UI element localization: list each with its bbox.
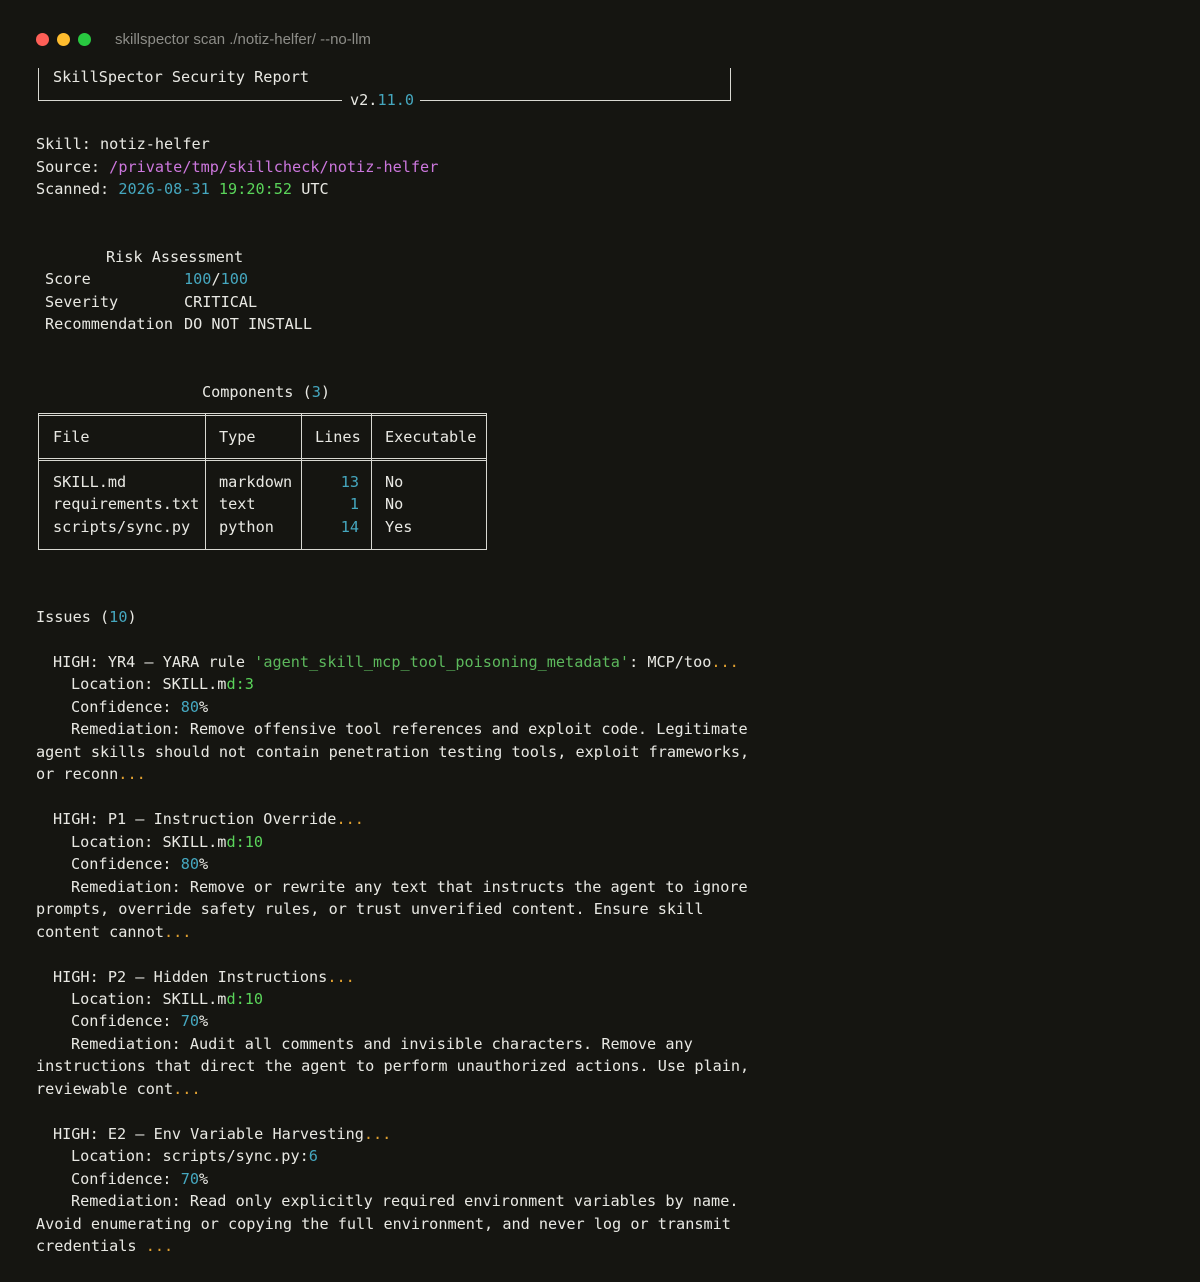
score-label: Score bbox=[45, 270, 91, 288]
issue-remediation-cont: or reconn... bbox=[36, 765, 146, 783]
score-value: 100/100 bbox=[184, 270, 249, 288]
report-version: v2.11.0 bbox=[350, 91, 415, 109]
issue-heading: HIGH: E2 – Env Variable Harvesting... bbox=[53, 1125, 392, 1143]
issue-confidence: Confidence: 80% bbox=[71, 855, 209, 873]
close-window-button[interactable] bbox=[36, 33, 49, 46]
scanned-line: Scanned: 2026-08-31 19:20:52 UTC bbox=[36, 180, 329, 198]
col-header-file: File bbox=[53, 428, 90, 446]
scanned-date: 2026-08-31 bbox=[118, 180, 210, 198]
cell-file: scripts/sync.py bbox=[53, 518, 191, 536]
header-box-right-border bbox=[730, 68, 731, 100]
col-header-type: Type bbox=[219, 428, 256, 446]
source-line: Source: /private/tmp/skillcheck/notiz-helfer bbox=[36, 158, 439, 176]
table-header-rule bbox=[38, 458, 487, 461]
zoom-window-button[interactable] bbox=[78, 33, 91, 46]
report-title: SkillSpector Security Report bbox=[53, 68, 310, 86]
issue-location: Location: SKILL.md:10 bbox=[71, 833, 264, 851]
table-col-border-2 bbox=[301, 413, 302, 550]
cell-lines: 14 bbox=[340, 518, 359, 536]
skill-line: Skill: notiz-helfer bbox=[36, 135, 210, 153]
issue-remediation-cont: reviewable cont... bbox=[36, 1080, 201, 1098]
issue-remediation: Remediation: Remove offensive tool references and exploit code. Legitimate bbox=[71, 720, 748, 738]
table-col-border-4 bbox=[486, 413, 487, 550]
cell-file: SKILL.md bbox=[53, 473, 127, 491]
table-col-border-0 bbox=[38, 413, 39, 550]
source-path: /private/tmp/skillcheck/notiz-helfer bbox=[109, 158, 439, 176]
cell-executable: No bbox=[385, 473, 404, 491]
table-bottom-rule bbox=[38, 549, 487, 550]
cell-lines: 13 bbox=[340, 473, 359, 491]
scanned-time: 19:20:52 bbox=[218, 180, 293, 198]
skill-name: notiz-helfer bbox=[100, 135, 210, 153]
issue-remediation-cont: instructions that direct the agent to perform unauthorized actions. Use plain, bbox=[36, 1057, 750, 1075]
issue-remediation: Remediation: Audit all comments and invisible characters. Remove any bbox=[71, 1035, 693, 1053]
cell-type: text bbox=[219, 495, 256, 513]
table-top-rule bbox=[38, 413, 487, 416]
header-box-bottom-right bbox=[420, 100, 731, 101]
cell-type: markdown bbox=[219, 473, 293, 491]
window-titlebar bbox=[36, 29, 371, 49]
severity-label: Severity bbox=[45, 293, 119, 311]
issue-location: Location: scripts/sync.py:6 bbox=[71, 1147, 318, 1165]
cell-executable: Yes bbox=[385, 518, 413, 536]
recommendation-label: Recommendation bbox=[45, 315, 174, 333]
severity-value: CRITICAL bbox=[184, 293, 258, 311]
issue-remediation-cont: agent skills should not contain penetration testing tools, exploit frameworks, bbox=[36, 743, 750, 761]
issue-remediation: Remediation: Read only explicitly required environment variables by name. bbox=[71, 1192, 739, 1210]
table-col-border-1 bbox=[205, 413, 206, 550]
issue-confidence: Confidence: 70% bbox=[71, 1170, 209, 1188]
table-col-border-3 bbox=[371, 413, 372, 550]
cell-executable: No bbox=[385, 495, 404, 513]
issue-remediation: Remediation: Remove or rewrite any text that instructs the agent to ignore bbox=[71, 878, 748, 896]
issue-heading: HIGH: YR4 – YARA rule 'agent_skill_mcp_tool_poisoning_metadata': MCP/too... bbox=[53, 653, 739, 671]
issue-location: Location: SKILL.md:3 bbox=[71, 675, 254, 693]
col-header-lines: Lines bbox=[315, 428, 361, 446]
header-box-bottom-left bbox=[38, 100, 342, 101]
issues-title: Issues (10) bbox=[36, 608, 137, 626]
header-box-left-border bbox=[38, 68, 39, 100]
minimize-window-button[interactable] bbox=[57, 33, 70, 46]
components-title: Components (3) bbox=[202, 383, 331, 401]
issue-heading: HIGH: P2 – Hidden Instructions... bbox=[53, 968, 355, 986]
issue-remediation-cont: content cannot... bbox=[36, 923, 192, 941]
window-command-title: skillspector scan ./notiz-helfer/ --no-llm bbox=[115, 30, 371, 48]
issue-location: Location: SKILL.md:10 bbox=[71, 990, 264, 1008]
risk-assessment-title: Risk Assessment bbox=[106, 248, 244, 266]
yara-rule-name: 'agent_skill_mcp_tool_poisoning_metadata' bbox=[254, 653, 630, 671]
issue-heading: HIGH: P1 – Instruction Override... bbox=[53, 810, 364, 828]
issue-remediation-cont: credentials ... bbox=[36, 1237, 174, 1255]
issue-confidence: Confidence: 80% bbox=[71, 698, 209, 716]
issue-remediation-cont: prompts, override safety rules, or trust unverified content. Ensure skill bbox=[36, 900, 704, 918]
cell-lines: 1 bbox=[349, 495, 359, 513]
cell-type: python bbox=[219, 518, 274, 536]
recommendation-value: DO NOT INSTALL bbox=[184, 315, 313, 333]
issue-confidence: Confidence: 70% bbox=[71, 1012, 209, 1030]
col-header-executable: Executable bbox=[385, 428, 477, 446]
issue-remediation-cont: Avoid enumerating or copying the full environment, and never log or transmit bbox=[36, 1215, 731, 1233]
cell-file: requirements.txt bbox=[53, 495, 200, 513]
